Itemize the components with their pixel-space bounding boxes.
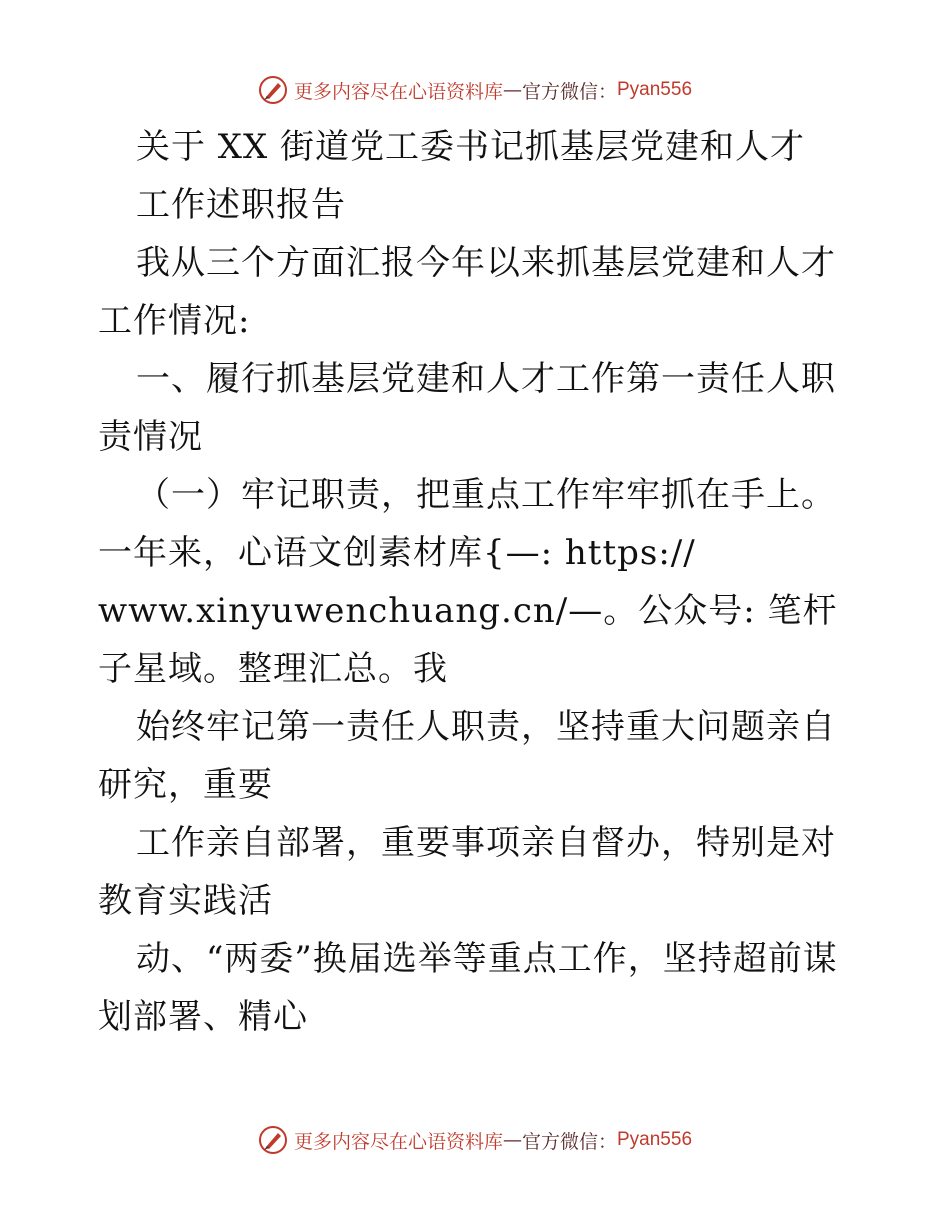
pen-logo-icon [258,1125,288,1155]
banner-code: Pyan556 [617,1129,693,1150]
document-title-line-1: 关于 XX 街道党工委书记抓基层党建和人才 [136,127,806,167]
paragraph-intro: 我从三个方面汇报今年以来抓基层党建和人才工作情况: [98,243,836,341]
section-heading-1: 一、履行抓基层党建和人才工作第一责任人职责情况 [98,359,836,457]
pen-logo-icon [258,75,288,105]
header-watermark-banner [0,70,950,110]
paragraph-responsibility: 始终牢记第一责任人职责，坚持重大问题亲自研究，重要 [98,707,836,805]
banner-red-text: 更多内容尽在心语资料库 [293,1130,503,1153]
banner-dash: — [502,1129,522,1151]
paragraph-url-line: www.xinyuwenchuang.cn/—。公众号: 笔杆子星域。整理汇总。我 [98,591,838,689]
paragraph-deployment: 工作亲自部署，重要事项亲自督办，特别是对教育实践活 [98,823,836,921]
paragraph-subsection-1: （一）牢记职责，把重点工作牢牢抓在手上。一年来，心语文创素材库{—: https:// [98,475,836,573]
banner-red-text: 更多内容尽在心语资料库 [293,80,503,103]
footer-watermark-banner [0,1120,950,1160]
banner-dark-text: 官方微信： [521,80,617,103]
banner-code: Pyan556 [617,79,693,100]
banner-dark-text: 官方微信： [521,1130,617,1153]
document-title-line-2: 工作述职报告 [136,185,346,225]
paragraph-election: 动、“两委”换届选举等重点工作，坚持超前谋划部署、精心 [98,939,838,1037]
document-body [98,118,858,1046]
banner-dash: — [502,79,522,101]
